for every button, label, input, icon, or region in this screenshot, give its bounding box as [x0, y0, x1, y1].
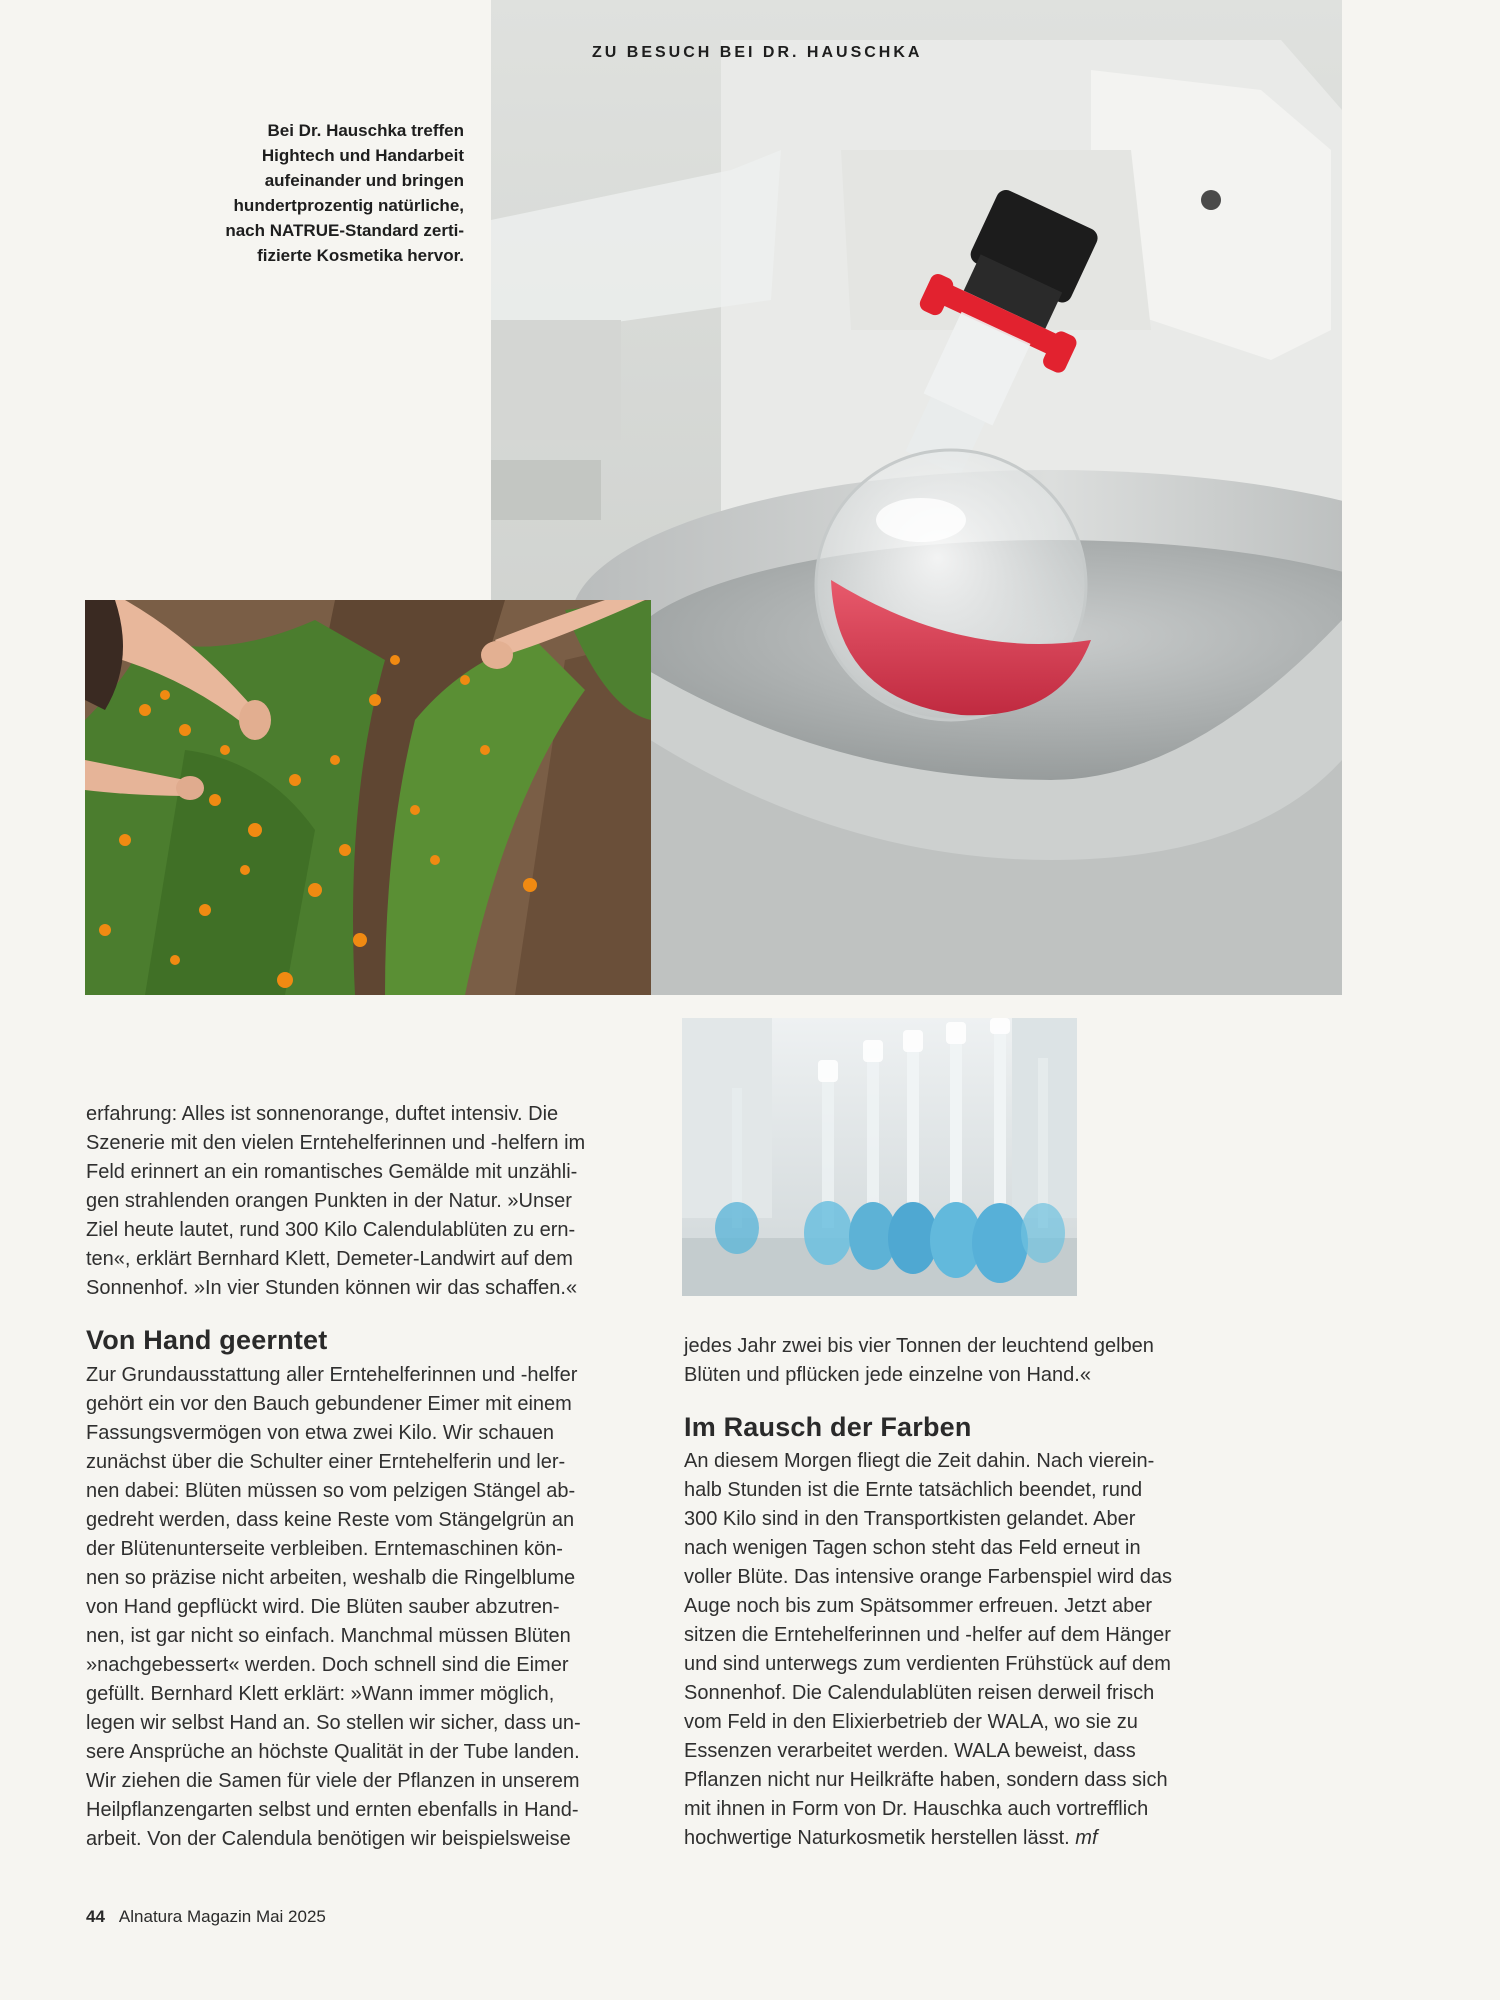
text-line: Auge noch bis zum Spätsommer erfreuen. Jetzt aber	[684, 1595, 1153, 1617]
caption-line: hundertprozentig natürliche,	[233, 196, 464, 215]
text-line: Heilpflanzengarten selbst und ernten ebenfalls in Hand-	[86, 1799, 579, 1821]
section-heading-hand-harvest: Von Hand geerntet	[86, 1325, 328, 1355]
text-line: Wir ziehen die Samen für viele der Pflanzen in unserem	[86, 1770, 580, 1792]
text-line: erfahrung: Alles ist sonnenorange, duftet intensiv. Die	[86, 1103, 559, 1125]
text-line: »nachgebessert« werden. Doch schnell sind die Eimer	[86, 1654, 569, 1676]
last-line-text: hochwertige Naturkosmetik herstellen lässt.	[684, 1827, 1070, 1849]
text-line: halb Stunden ist die Ernte tatsächlich beendet, rund	[684, 1479, 1143, 1501]
continued-paragraph	[684, 1332, 1244, 1390]
text-line: nen dabei: Blüten müssen so vom pelzigen Stängel ab-	[86, 1480, 576, 1502]
text-line: 300 Kilo sind in den Transportkisten gelandet. Aber	[684, 1508, 1136, 1530]
text-line: mit ihnen in Form von Dr. Hauschka auch vortrefflich	[684, 1798, 1149, 1820]
section-heading-color-rush: Im Rausch der Farben	[684, 1412, 972, 1442]
field-photo-illustration	[85, 600, 651, 995]
section1-paragraph	[86, 1361, 646, 1854]
caption-line: Hightech und Handarbeit	[261, 146, 464, 165]
publication-name: Alnatura Magazin Mai 2025	[118, 1907, 326, 1926]
photo-caption	[186, 118, 464, 268]
section2-paragraph	[684, 1447, 1244, 1853]
text-line: Fassungsvermögen von etwa zwei Kilo. Wir schauen	[86, 1422, 554, 1444]
text-line: Zur Grundausstattung aller Erntehelferinnen und -helfer	[86, 1364, 578, 1386]
text-line: und sind unterwegs zum verdienten Frühstück auf dem	[684, 1653, 1171, 1675]
author-signature: mf	[1075, 1827, 1098, 1849]
text-line: zunächst über die Schulter einer Erntehelferin und ler-	[86, 1451, 566, 1473]
text-line: gehört ein vor den Bauch gebundener Eimer mit einem	[86, 1393, 572, 1415]
calendula-harvest-photo	[85, 600, 651, 995]
text-line: gedreht werden, dass keine Reste vom Stängelgrün an	[86, 1509, 575, 1531]
text-line: Blüten und pflücken jede einzelne von Hand.«	[684, 1364, 1091, 1386]
text-line: arbeit. Von der Calendula benötigen wir beispielsweise	[86, 1828, 571, 1850]
text-line: Essenzen verarbeitet werden. WALA beweist, dass	[684, 1740, 1136, 1762]
text-line: nen, ist gar nicht so einfach. Manchmal müssen Blüten	[86, 1625, 571, 1647]
intro-paragraph	[86, 1100, 646, 1303]
caption-line: Bei Dr. Hauschka treffen	[267, 121, 464, 140]
text-line: nen so präzise nicht arbeiten, weshalb die Ringelblume	[86, 1567, 576, 1589]
text-line: sitzen die Erntehelferinnen und -helfer auf dem Hänger	[684, 1624, 1171, 1646]
text-line: sere Ansprüche an höchste Qualität in der Tube landen.	[86, 1741, 580, 1763]
text-line: jedes Jahr zwei bis vier Tonnen der leuchtend gelben	[684, 1335, 1154, 1357]
text-line: ten«, erklärt Bernhard Klett, Demeter-Landwirt auf dem	[86, 1248, 573, 1270]
caption-line: fizierte Kosmetika hervor.	[257, 246, 464, 265]
text-line: voller Blüte. Das intensive orange Farbenspiel wird das	[684, 1566, 1173, 1588]
text-line: gefüllt. Bernhard Klett erklärt: »Wann immer möglich,	[86, 1683, 555, 1705]
flasks-photo-illustration	[682, 1018, 1077, 1296]
text-line: legen wir selbst Hand an. So stellen wir sicher, dass un-	[86, 1712, 581, 1734]
text-line: Sonnenhof. »In vier Stunden können wir das schaffen.«	[86, 1277, 578, 1299]
text-line: Feld erinnert an ein romantisches Gemälde mit unzähli-	[86, 1161, 578, 1183]
text-line: Ziel heute lautet, rund 300 Kilo Calendulablüten zu ern-	[86, 1219, 576, 1241]
volumetric-flasks-photo	[682, 1018, 1077, 1296]
text-line: vom Feld in den Elixierbetrieb der WALA, wo sie zu	[684, 1711, 1138, 1733]
text-line: Sonnenhof. Die Calendulablüten reisen derweil frisch	[684, 1682, 1155, 1704]
text-line: der Blütenunterseite verbleiben. Erntemaschinen kön-	[86, 1538, 563, 1560]
text-line: Szenerie mit den vielen Erntehelferinnen und -helfern im	[86, 1132, 586, 1154]
text-line-last	[684, 1824, 1244, 1853]
text-line: nach wenigen Tagen schon steht das Feld erneut in	[684, 1537, 1141, 1559]
text-line: von Hand gepflückt wird. Die Blüten sauber abzutren-	[86, 1596, 560, 1618]
page-number: 44	[86, 1907, 105, 1926]
text-line: gen strahlenden orangen Punkten in der Natur. »Unser	[86, 1190, 572, 1212]
caption-line: aufeinander und bringen	[264, 171, 464, 190]
text-line: An diesem Morgen fliegt die Zeit dahin. Nach vierein-	[684, 1450, 1155, 1472]
text-line: Pflanzen nicht nur Heilkräfte haben, sondern dass sich	[684, 1769, 1168, 1791]
page-footer	[86, 1907, 326, 1927]
section-kicker: ZU BESUCH BEI DR. HAUSCHKA	[592, 44, 923, 61]
caption-line: nach NATRUE-Standard zerti-	[225, 221, 464, 240]
